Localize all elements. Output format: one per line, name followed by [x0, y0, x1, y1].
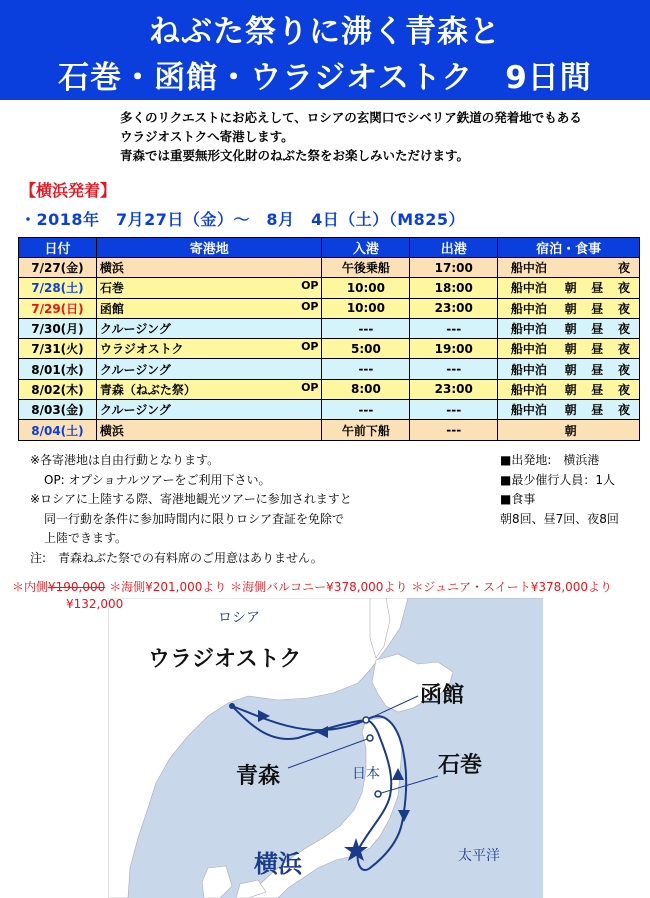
cell-port	[96, 318, 322, 338]
cell-port	[96, 258, 322, 278]
cell-departure: 18:00	[410, 278, 498, 298]
note-line: 同一行動を条件に参加時間内に限りロシア査証を免除で	[44, 511, 345, 526]
cell-stay: 船中泊	[498, 400, 560, 420]
cell-date: 8/02(木)	[19, 379, 97, 399]
departure-heading: 【横浜発着】	[20, 181, 117, 200]
cell-departure: 23:00	[410, 379, 498, 399]
header-arrival: 入港	[322, 238, 410, 258]
info-line: ■食事	[500, 492, 536, 506]
port-name: 横浜	[99, 261, 124, 276]
meal-dinner: 夜	[617, 301, 630, 316]
date-range: ・2018年 7月27日（金）～ 8月 4日（土）（M825）	[20, 210, 466, 229]
cell-meals	[560, 420, 640, 440]
price-line	[12, 578, 612, 595]
table-row	[19, 379, 640, 399]
cell-date: 8/04(土)	[19, 420, 97, 440]
cell-stay: 船中泊	[498, 379, 560, 399]
meal-breakfast: 朝	[564, 322, 577, 337]
map-label-russia: ロシア	[218, 610, 260, 626]
info-line: 朝8回、昼7回、夜8回	[500, 511, 619, 526]
cell-meals	[560, 359, 640, 379]
cell-departure: ---	[410, 359, 498, 379]
port-name: 横浜	[99, 423, 124, 438]
cell-port	[96, 298, 322, 318]
meal-breakfast: 朝	[564, 301, 577, 316]
title-banner	[0, 0, 650, 100]
intro-line: 多くのリクエストにお応えして、ロシアの玄関口でシベリア鉄道の発着地でもある	[120, 110, 582, 125]
cell-departure: 19:00	[410, 339, 498, 359]
cell-arrival: ---	[322, 318, 410, 338]
cell-meals	[560, 258, 640, 278]
header-departure: 出港	[410, 238, 498, 258]
meal-dinner: 夜	[617, 362, 630, 377]
intro-line: 青森では重要無形文化財のねぶた祭をお楽しみいただけます。	[120, 148, 470, 163]
cell-departure: 23:00	[410, 298, 498, 318]
map-graphic	[108, 598, 543, 898]
cell-date: 7/27(金)	[19, 258, 97, 278]
port-name: 青森（ねぶた祭）	[99, 382, 196, 397]
cell-departure: 17:00	[410, 258, 498, 278]
cell-stay: 船中泊	[498, 318, 560, 338]
meal-lunch: 昼	[591, 322, 604, 337]
cell-departure: ---	[410, 420, 498, 440]
cell-departure: ---	[410, 318, 498, 338]
meal-dinner: 夜	[617, 382, 630, 397]
cell-date: 7/31(火)	[19, 339, 97, 359]
port-name: 函館	[99, 301, 124, 316]
cell-port	[96, 379, 322, 399]
cell-port	[96, 339, 322, 359]
meal-dinner: 夜	[617, 261, 630, 276]
port-name: 石巻	[99, 281, 124, 296]
meal-dinner: 夜	[617, 342, 630, 357]
cell-stay: 船中泊	[498, 339, 560, 359]
cell-port	[96, 278, 322, 298]
map-label-pacific: 太平洋	[458, 848, 500, 864]
meal-lunch: 昼	[591, 342, 604, 357]
port-name: クルージング	[99, 322, 171, 337]
port-name: クルージング	[99, 403, 171, 418]
meal-breakfast: 朝	[564, 281, 577, 296]
table-row	[19, 278, 640, 298]
meal-lunch: 昼	[591, 403, 604, 418]
cell-stay: 船中泊	[498, 258, 560, 278]
port-dot-vladivostok	[229, 703, 235, 709]
meal-dinner: 夜	[617, 322, 630, 337]
cell-date: 7/29(日)	[19, 298, 97, 318]
cell-meals	[560, 379, 640, 399]
table-row	[19, 318, 640, 338]
intro-line: ウラジオストクへ寄港します。	[120, 129, 294, 144]
table-row	[19, 298, 640, 318]
cell-date: 7/28(土)	[19, 278, 97, 298]
meal-dinner: 夜	[617, 281, 630, 296]
table-header-row	[19, 238, 640, 258]
cell-date: 8/01(水)	[19, 359, 97, 379]
cell-arrival: 10:00	[322, 278, 410, 298]
meal-breakfast: 朝	[564, 342, 577, 357]
info-line: ■出発地: 横浜港	[500, 453, 600, 467]
cell-port	[96, 420, 322, 440]
port-name: クルージング	[99, 362, 171, 377]
other-cabin-prices: ＊海側¥201,000より ＊海側バルコニー¥378,000より ＊ジュニア・スイート¥378,000より	[109, 580, 613, 594]
note-line: 注: 青森ねぶた祭での有料席のご用意はありません。	[30, 550, 323, 565]
trip-info	[500, 451, 619, 529]
note-line: OP: オプショナルツアーをご利用下さい。	[44, 472, 271, 487]
map-label-ishinomaki: 石巻	[438, 753, 483, 778]
title-line-1: ねぶた祭りに沸く青森と	[149, 14, 501, 50]
cell-arrival: 5:00	[322, 339, 410, 359]
meal-breakfast: 朝	[564, 403, 577, 418]
cell-meals	[560, 278, 640, 298]
meal-dinner: 夜	[617, 403, 630, 418]
cell-stay	[498, 420, 560, 440]
port-dot-hakodate	[363, 717, 369, 723]
cell-stay: 船中泊	[498, 298, 560, 318]
cell-arrival: ---	[322, 400, 410, 420]
cell-date: 7/30(月)	[19, 318, 97, 338]
cell-departure: ---	[410, 400, 498, 420]
header-date: 日付	[19, 238, 97, 258]
map-label-vladivostok: ウラジオストク	[148, 647, 302, 672]
table-row	[19, 359, 640, 379]
inner-cabin-label: ＊内側	[12, 580, 49, 594]
map-label-yokohama: 横浜	[254, 850, 302, 878]
cell-meals	[560, 318, 640, 338]
cell-arrival: 午前下船	[322, 420, 410, 440]
cell-arrival: 8:00	[322, 379, 410, 399]
map-label-aomori: 青森	[236, 764, 281, 789]
cell-arrival: 10:00	[322, 298, 410, 318]
table-row	[19, 400, 640, 420]
intro-text	[120, 108, 582, 165]
table-row	[19, 420, 640, 440]
cell-meals	[560, 400, 640, 420]
port-dot-aomori	[367, 735, 373, 741]
title-line-2: 石巻・函館・ウラジオストク 9日間	[58, 60, 592, 96]
info-line: ■最少催行人員：1人	[500, 472, 615, 487]
cell-stay: 船中泊	[498, 278, 560, 298]
cell-meals	[560, 339, 640, 359]
meal-breakfast: 朝	[564, 423, 577, 438]
inner-cabin-old-price: ¥190,000	[48, 580, 106, 594]
cell-date: 8/03(金)	[19, 400, 97, 420]
cell-port	[96, 400, 322, 420]
port-name: ウラジオストク	[99, 342, 184, 357]
meal-lunch: 昼	[591, 382, 604, 397]
cell-meals	[560, 298, 640, 318]
port-dot-ishinomaki	[375, 791, 381, 797]
meal-lunch: 昼	[591, 362, 604, 377]
map-label-japan: 日本	[352, 766, 380, 782]
optional-tour-marker: OP	[301, 380, 319, 394]
table-row	[19, 258, 640, 278]
header-stay-meals: 宿泊・食事	[498, 238, 640, 258]
cell-arrival: ---	[322, 359, 410, 379]
header-port: 寄港地	[96, 238, 322, 258]
inner-cabin-new-price: ¥132,000	[66, 597, 124, 611]
optional-tour-marker: OP	[301, 279, 319, 293]
meal-breakfast: 朝	[564, 382, 577, 397]
cell-port	[96, 359, 322, 379]
meal-breakfast: 朝	[564, 362, 577, 377]
table-row	[19, 339, 640, 359]
itinerary-table	[18, 237, 640, 441]
route-map	[108, 598, 543, 898]
meal-lunch: 昼	[591, 301, 604, 316]
cell-arrival: 午後乗船	[322, 258, 410, 278]
note-line: 上陸できます。	[44, 531, 128, 545]
optional-tour-marker: OP	[301, 340, 319, 354]
map-label-hakodate: 函館	[420, 683, 465, 708]
note-line: ※ロシアに上陸する際、寄港地観光ツアーに参加されますと	[30, 492, 352, 506]
cell-stay: 船中泊	[498, 359, 560, 379]
notes-block	[30, 451, 352, 568]
note-line: ※各寄港地は自由行動となります。	[30, 453, 220, 467]
meal-lunch: 昼	[591, 281, 604, 296]
optional-tour-marker: OP	[301, 299, 319, 313]
